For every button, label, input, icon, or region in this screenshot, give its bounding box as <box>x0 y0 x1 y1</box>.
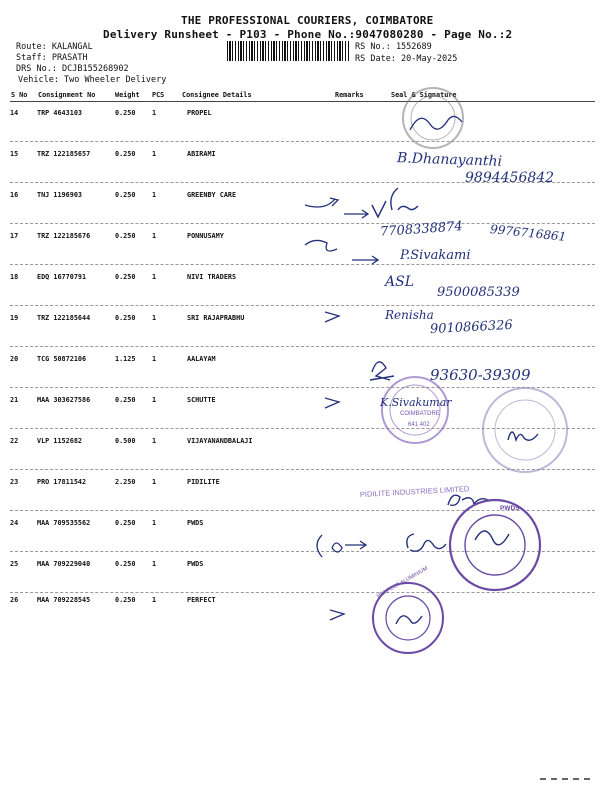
runsheet-title: Delivery Runsheet - P103 - Phone No.:9047080280 - Page No.:2 <box>103 28 513 41</box>
col-consignee: Consignee Details <box>182 91 252 99</box>
row-sno: 26 <box>10 596 19 604</box>
row-consignment: TRZ 122185657 <box>37 150 91 158</box>
row-consignment: PRO 17811542 <box>37 478 87 486</box>
col-remarks: Remarks <box>335 91 364 99</box>
row-consignee: NIVI TRADERS <box>187 273 237 281</box>
arrow-icon <box>330 610 344 620</box>
signature-row22 <box>508 432 538 440</box>
row-consignment: TRZ 122185644 <box>37 314 91 322</box>
row-weight: 1.125 <box>115 355 136 363</box>
row-consignee: SRI RAJAPRABHU <box>187 314 245 322</box>
signature-pwds <box>475 531 509 545</box>
signature-row26 <box>396 616 422 624</box>
rs-number: RS No.: 1552689 <box>355 42 432 52</box>
handwriting-row18-sig: ASL <box>385 274 414 290</box>
row-consignment: TRP 4643103 <box>37 109 83 117</box>
signature-row16 <box>372 188 418 217</box>
rs-date: RS Date: 20-May-2025 <box>355 54 458 64</box>
handwriting-row19-phone: 9010866326 <box>429 317 514 338</box>
signature-row23 <box>448 495 488 505</box>
coimbatore-stamp <box>382 377 448 443</box>
staff: Staff: PRASATH <box>16 53 88 63</box>
stamp-row22 <box>483 388 567 472</box>
scan-artifact <box>540 778 590 782</box>
row-pcs: 1 <box>152 478 157 486</box>
row-consignee: GREENBY CARE <box>187 191 237 199</box>
coimbatore-stamp-city: COIMBATORE <box>400 411 440 417</box>
row-weight: 0.250 <box>115 596 136 604</box>
handwriting-row17-phone2: 9976716861 <box>489 222 567 244</box>
row-pcs: 1 <box>152 596 157 604</box>
row-pcs: 1 <box>152 437 157 445</box>
row-weight: 0.250 <box>115 273 136 281</box>
row-sno: 21 <box>10 396 19 404</box>
row-consignee: PWDS <box>187 519 204 527</box>
col-consignment: Consignment No <box>38 91 96 99</box>
row-pcs: 1 <box>152 560 157 568</box>
arrow-icon <box>325 312 339 322</box>
col-sno: S No <box>11 91 28 99</box>
row-consignment: VLP 1152682 <box>37 437 83 445</box>
row-consignee: PWDS <box>187 560 204 568</box>
handwriting-row20-phone: 93630-39309 <box>430 366 531 384</box>
row-consignee: AALAYAM <box>187 355 216 363</box>
row-sno: 16 <box>10 191 19 199</box>
row-consignment: TRZ 122185676 <box>37 232 91 240</box>
coimbatore-stamp-pin: 641 402 <box>408 422 430 428</box>
row-weight: 0.250 <box>115 150 136 158</box>
row-consignee: PONNUSAMY <box>187 232 224 240</box>
row-consignment: TNJ 1196903 <box>37 191 83 199</box>
row-pcs: 1 <box>152 396 157 404</box>
row-pcs: 1 <box>152 109 157 117</box>
company-name: THE PROFESSIONAL COURIERS, COIMBATORE <box>181 14 434 27</box>
pwds-stamp-label: PWDS <box>500 505 520 512</box>
row-pcs: 1 <box>152 355 157 363</box>
col-weight: Weight <box>115 91 140 99</box>
row-pcs: 1 <box>152 273 157 281</box>
vehicle: Vehicle: Two Wheeler Delivery <box>18 75 167 85</box>
row-sno: 22 <box>10 437 19 445</box>
signature-row20 <box>370 362 394 380</box>
arrow-icon <box>305 240 337 251</box>
row-weight: 0.250 <box>115 191 136 199</box>
row-consignment: MAA 709535562 <box>37 519 91 527</box>
row-weight: 0.250 <box>115 519 136 527</box>
row-sno: 15 <box>10 150 19 158</box>
col-pcs: PCS <box>152 91 165 99</box>
row-weight: 0.250 <box>115 232 136 240</box>
row-sno: 24 <box>10 519 19 527</box>
row-consignment: EDQ 16770791 <box>37 273 87 281</box>
row-pcs: 1 <box>152 150 157 158</box>
row-consignment: TCG 50872106 <box>37 355 87 363</box>
handwriting-row15-phone: 9894456842 <box>465 170 555 186</box>
row-consignment: MAA 303627586 <box>37 396 91 404</box>
row-weight: 0.250 <box>115 560 136 568</box>
handwriting-row21-name: K.Sivakumar <box>380 396 452 409</box>
drs-number: DRS No.: DCJB155268902 <box>16 64 129 74</box>
col-signature: Seal & Signature <box>391 91 457 99</box>
arrow-icon <box>352 256 378 264</box>
handwriting-row17-name: P.Sivakami <box>400 248 471 263</box>
arrow-icon <box>325 398 339 408</box>
row-weight: 0.500 <box>115 437 136 445</box>
signature-row24 <box>407 534 446 551</box>
handwriting-row15-name: B.Dhanayanthi <box>396 150 503 170</box>
row-weight: 0.250 <box>115 109 136 117</box>
row-sno: 20 <box>10 355 19 363</box>
handwriting-row17-phone1: 7708338874 <box>379 219 464 240</box>
row-sno: 19 <box>10 314 19 322</box>
row-consignee: VIJAYANANDBALAJI <box>187 437 253 445</box>
row-consignment: MAA 709228545 <box>37 596 91 604</box>
stamp-row14 <box>403 88 463 148</box>
row-consignment: MAA 709229040 <box>37 560 91 568</box>
row-sno: 25 <box>10 560 19 568</box>
row-weight: 2.250 <box>115 478 136 486</box>
row-pcs: 1 <box>152 191 157 199</box>
arrow-icon <box>305 198 338 207</box>
row-pcs: 1 <box>152 314 157 322</box>
route: Route: KALANGAL <box>16 42 93 52</box>
row-consignee: PROPEL <box>187 109 212 117</box>
row-consignee: PERFECT <box>187 596 216 604</box>
row-consignee: ABIRAMI <box>187 150 216 158</box>
handwriting-row18-phone: 9500085339 <box>437 285 520 300</box>
pwds-stamp <box>450 500 540 590</box>
arrow-icon <box>344 210 368 218</box>
row-sno: 17 <box>10 232 19 240</box>
pidilite-stamp: PIDILITE INDUSTRIES LIMITED <box>359 484 470 499</box>
row-sno: 23 <box>10 478 19 486</box>
row-pcs: 1 <box>152 232 157 240</box>
row-sno: 18 <box>10 273 19 281</box>
arrow-icon <box>345 541 366 549</box>
row-weight: 0.250 <box>115 396 136 404</box>
handwriting-row19-sig: Renisha <box>385 308 434 322</box>
row-weight: 0.250 <box>115 314 136 322</box>
row-sno: 14 <box>10 109 19 117</box>
row-consignee: PIDILITE <box>187 478 220 486</box>
mark-row25 <box>317 535 342 557</box>
row-pcs: 1 <box>152 519 157 527</box>
row-consignee: SCHUTTE <box>187 396 216 404</box>
perfect-stamp-label: PERFECT ALUMINIUM <box>376 565 429 600</box>
